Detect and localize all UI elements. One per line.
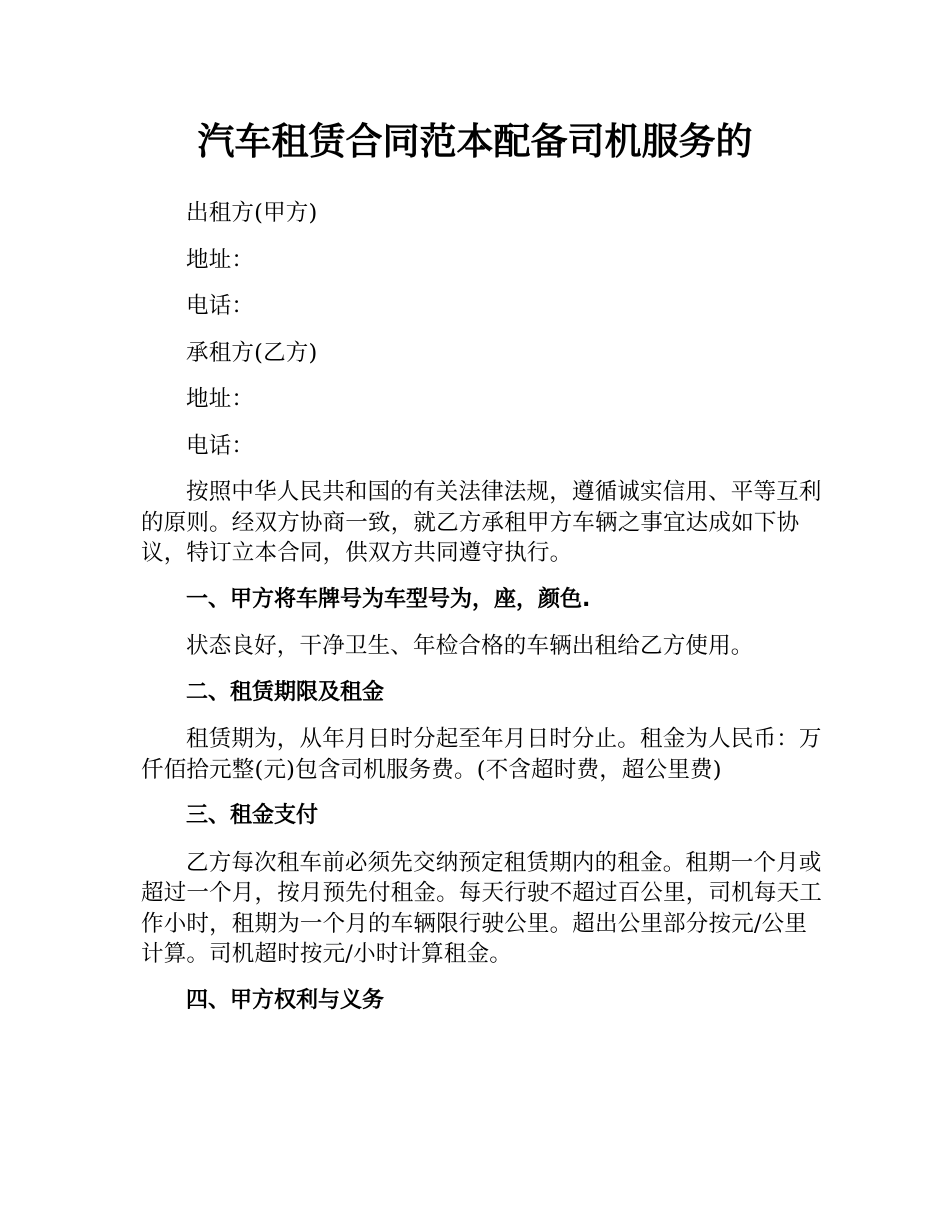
section-1-paragraph: 状态良好，干净卫生、年检合格的车辆出租给乙方使用。 [186,633,754,659]
lessee-phone-label: 电话： [186,432,255,459]
section-heading-3: 三、租金支付 [186,803,319,828]
lessee-address-label: 地址： [186,386,255,412]
lessor-address-label: 地址： [186,246,255,273]
section-3-paragraph: 乙方每次租车前必须先交纳预定租赁期内的租金。租期一个月或超过一个月，按月预先付租金。每天行驶不超过百公里，司机每天工作小时，租期为一个月的车辆限行驶公里。超出公里部分按元/公里计算。司机超时按元/小时计算租金。 [141,849,823,967]
document-body [141,198,826,1032]
section-2-paragraph: 租赁期为，从年月日时分起至年月日时分止。租金为人民币：万仟佰拾元整(元)包含司机服务费。(不含超时费，超公里费) [141,726,822,783]
section-heading-2: 二、租赁期限及租金 [186,679,385,705]
lessor-label: 出租方(甲方) [186,200,318,226]
section-heading-1: 一、甲方将车牌号为车型号为，座，颜色. [186,586,591,612]
section-heading-4: 四、甲方权利与义务 [186,987,385,1013]
document-title: 汽车租赁合同范本配备司机服务的 [197,120,753,163]
lessor-phone-label: 电话： [186,293,255,319]
lessee-label: 承租方(乙方) [186,339,318,366]
preamble-paragraph: 按照中华人民共和国的有关法律法规，遵循诚实信用、平等互利的原则。经双方协商一致，就乙方承租甲方车辆之事宜达成如下协议，特订立本合同，供双方共同遵守执行。 [141,479,822,566]
